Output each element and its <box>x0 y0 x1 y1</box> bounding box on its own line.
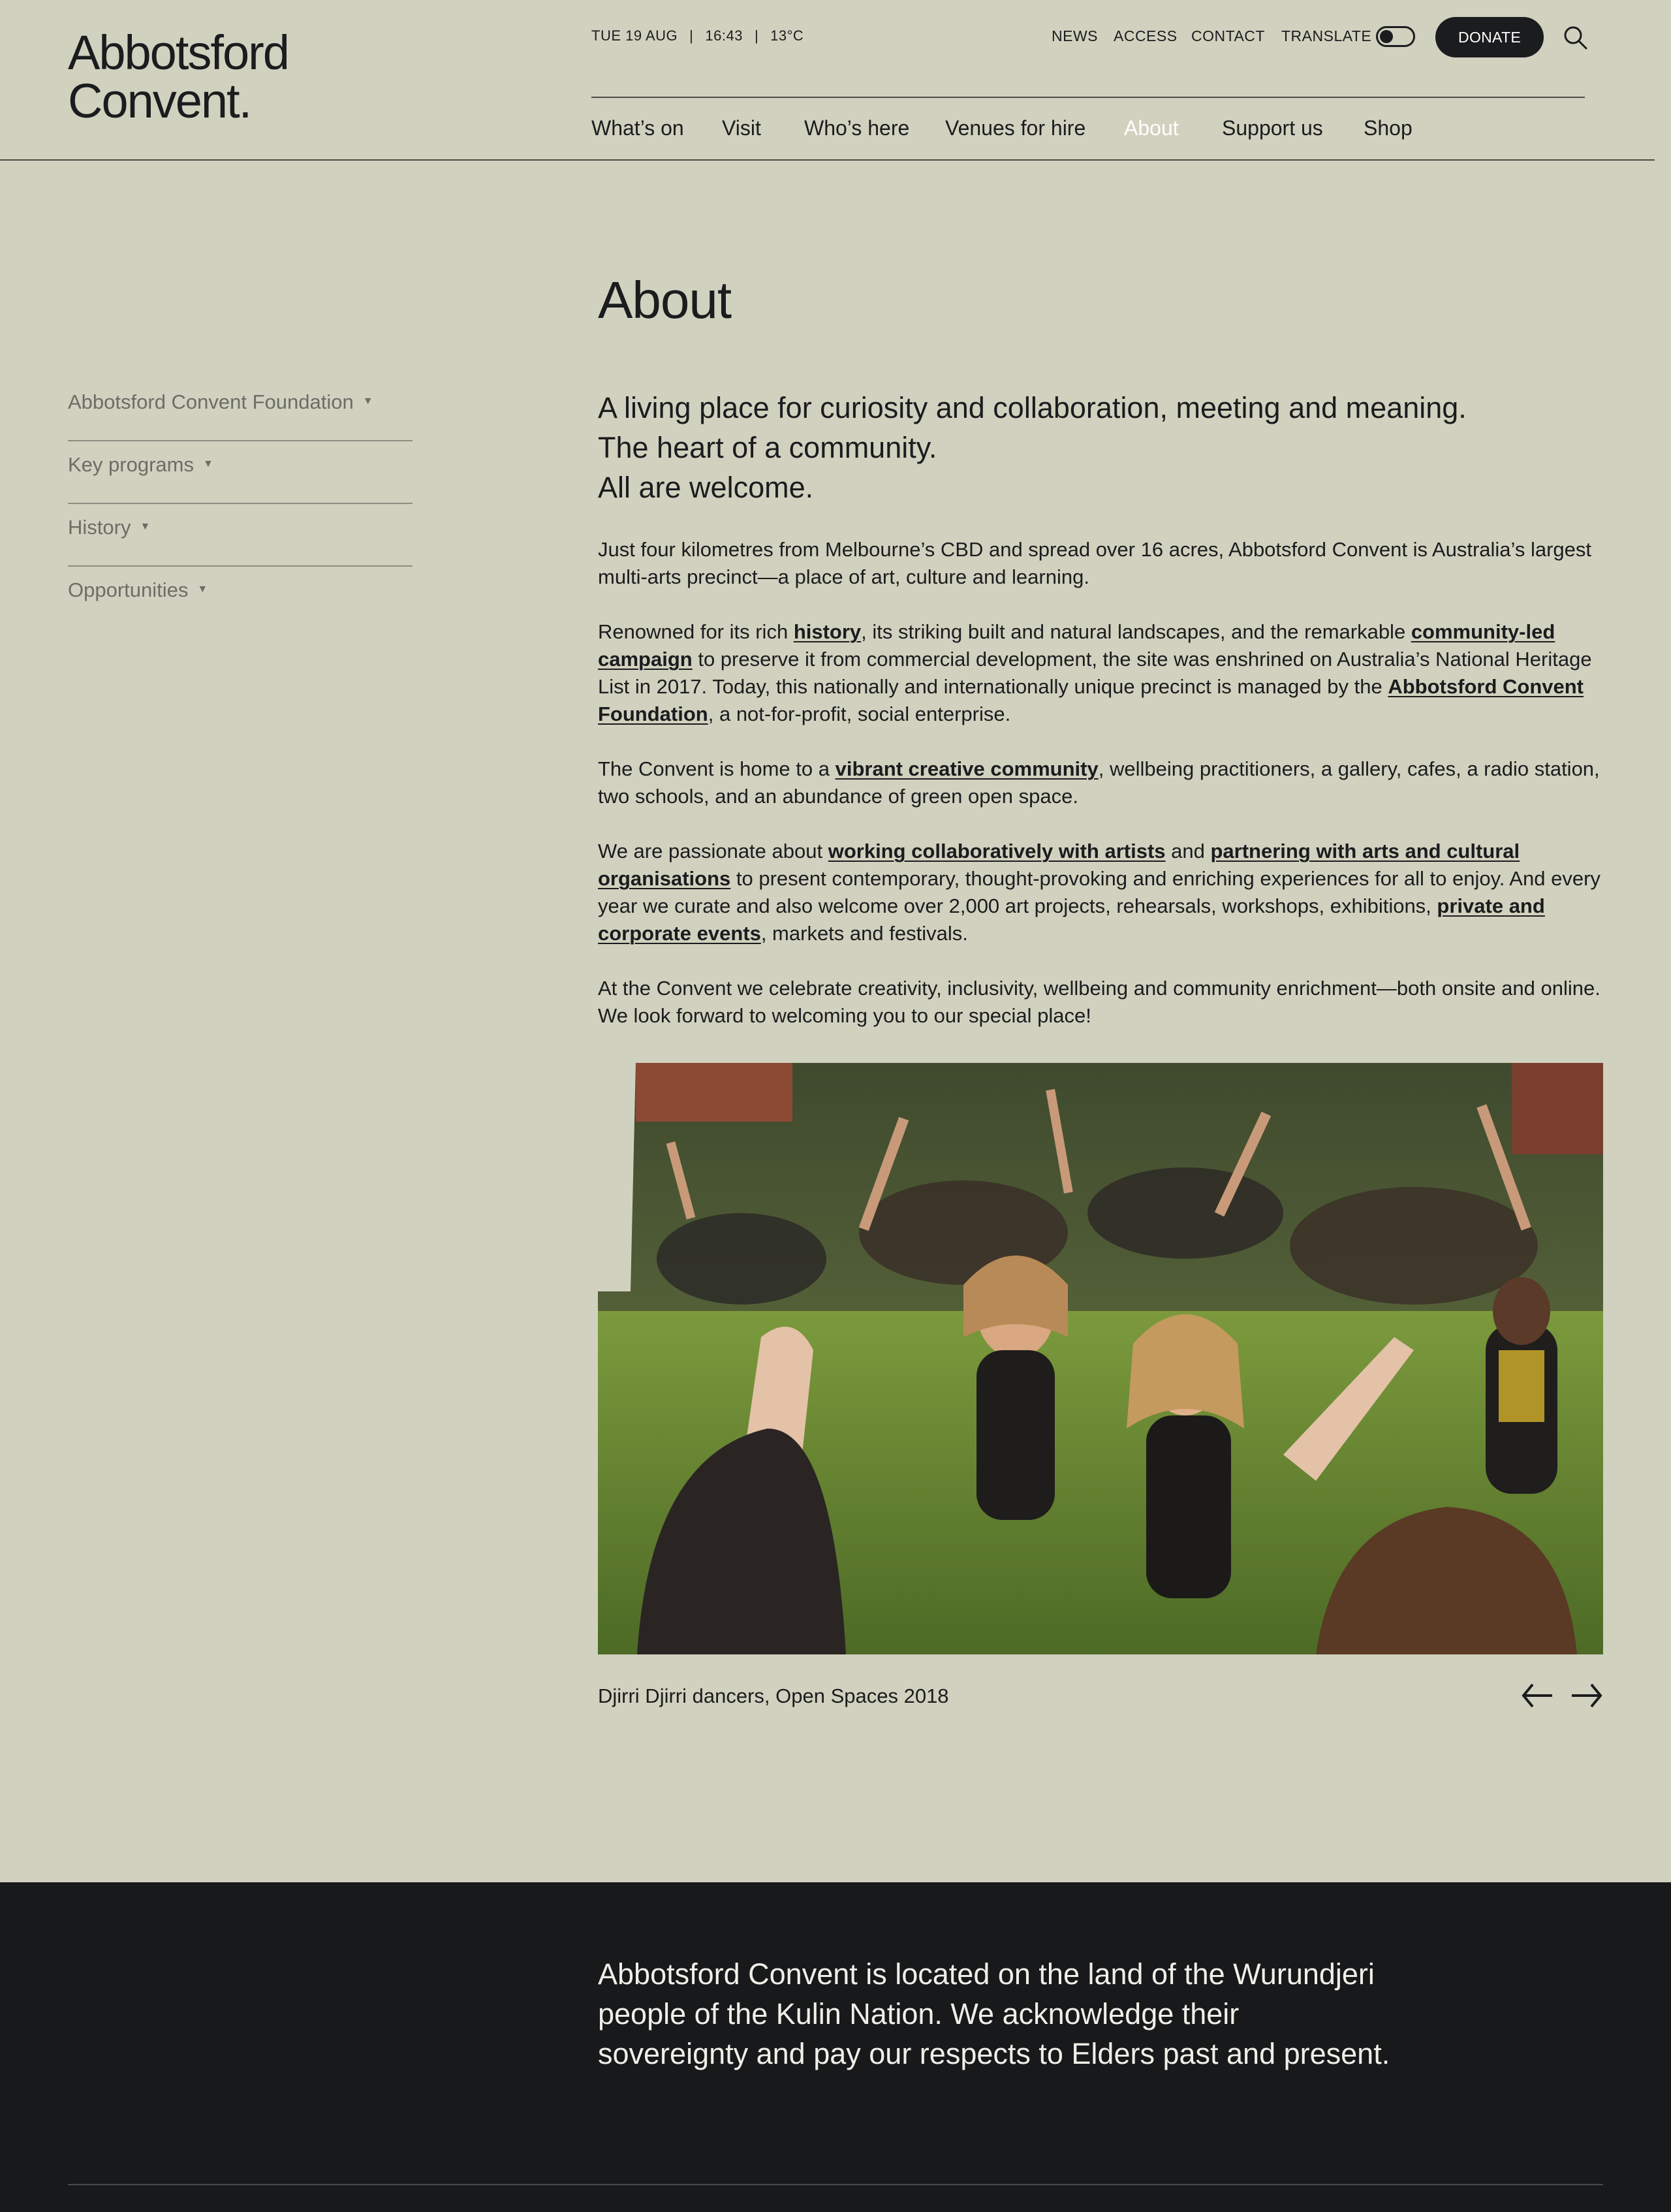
nav-about[interactable]: About <box>1124 116 1179 140</box>
nav-shop[interactable]: Shop <box>1364 116 1413 140</box>
text: and <box>1165 840 1211 862</box>
search-icon[interactable] <box>1563 25 1589 51</box>
working-with-artists-link[interactable]: working collaboratively with artists <box>828 840 1166 862</box>
body-paragraph: At the Convent we celebrate creativity, inclusivity, wellbeing and community enrichment—both onsite and online. We look forward to welcoming you to our special place! <box>598 977 1601 1027</box>
chevron-down-icon: ▼ <box>202 458 213 469</box>
body-paragraph: Just four kilometres from Melbourne’s CBD and spread over 16 acres, Abbotsford Convent is Australia’s largest multi-arts precinct—a place of art, culture and learning. <box>598 538 1592 588</box>
lead-statement <box>598 388 1603 507</box>
logo-line-1: Abbotsford <box>68 25 289 80</box>
contact-link[interactable]: CONTACT <box>1191 27 1265 44</box>
sidebar-item-label: Opportunities <box>68 578 189 601</box>
lead-line: All are welcome. <box>598 471 814 504</box>
arrow-left-icon[interactable] <box>1521 1679 1554 1712</box>
sidebar-item-history[interactable] <box>68 504 413 567</box>
sidebar-item-foundation[interactable] <box>68 379 413 441</box>
sidebar-item-label: Abbotsford Convent Foundation <box>68 390 354 413</box>
logo-line-2: Convent. <box>68 74 251 128</box>
photo-caption: Djirri Djirri dancers, Open Spaces 2018 <box>598 1684 949 1707</box>
donate-button[interactable]: DONATE <box>1435 17 1544 57</box>
text: , markets and festivals. <box>760 922 968 945</box>
text: to present contemporary, thought-provoking and enriching experiences for all to enjoy. And every year we curate and also welcome over 2,000 art projects, rehearsals, workshops, exhibitions, <box>598 867 1601 917</box>
body-paragraph <box>598 618 1603 728</box>
partnering-link[interactable]: partnering with arts and cultural organisations <box>598 840 1520 890</box>
lead-line: A living place for curiosity and collaboration, meeting and meaning. <box>598 391 1467 424</box>
current-temperature: 13°C <box>770 27 804 44</box>
text: The Convent is home to a <box>598 757 836 780</box>
private-events-link[interactable]: private and corporate events <box>598 894 1545 945</box>
sidebar-item-opportunities[interactable] <box>68 567 413 629</box>
nav-venues-for-hire[interactable]: Venues for hire <box>945 116 1086 140</box>
text: to preserve it from commercial development, the site was enshrined on Australia’s National Heritage List in 2017. Today, this nationally and internationally unique precinct is managed by the <box>598 648 1592 698</box>
translate-toggle[interactable] <box>1376 26 1415 47</box>
site-header <box>0 0 1655 161</box>
text: , its striking built and natural landscapes, and the remarkable <box>861 620 1411 643</box>
nav-divider <box>591 97 1585 98</box>
footer-divider <box>68 2184 1603 2185</box>
history-link[interactable]: history <box>793 620 862 643</box>
current-date: TUE 19 AUG <box>591 27 678 44</box>
arrow-right-icon[interactable] <box>1570 1679 1603 1712</box>
chevron-down-icon: ▼ <box>362 395 373 407</box>
text: , a not-for-profit, social enterprise. <box>708 703 1011 725</box>
page-title: About <box>598 271 732 329</box>
nav-whats-on[interactable]: What’s on <box>591 116 684 140</box>
news-link[interactable]: NEWS <box>1052 27 1098 44</box>
chevron-down-icon: ▼ <box>197 583 208 595</box>
lead-line: The heart of a community. <box>598 431 937 464</box>
separator: | <box>754 27 759 44</box>
main-content <box>598 268 1603 1050</box>
site-footer <box>0 1882 1671 2212</box>
sidebar-item-label: History <box>68 516 131 539</box>
gallery-controls <box>1521 1679 1603 1712</box>
translate-label: TRANSLATE <box>1281 27 1372 44</box>
text: Renowned for its rich <box>598 620 794 643</box>
section-sidebar <box>68 379 413 629</box>
chevron-down-icon: ▼ <box>140 520 151 532</box>
acknowledgement-of-country: Abbotsford Convent is located on the land of the Wurundjeri people of the Kulin Nation. We acknowledge their sovereignty and pay our respects to Elders past and present. <box>598 1957 1390 2070</box>
text: , wellbeing practitioners, a gallery, cafes, a radio station, two schools, and an abundance of green open space. <box>598 757 1600 808</box>
community-led-campaign-link[interactable]: community-led campaign <box>598 620 1555 671</box>
foundation-link[interactable]: Abbotsford Convent Foundation <box>598 675 1584 725</box>
toggle-knob <box>1380 30 1393 43</box>
gallery-photo <box>598 1063 1603 1654</box>
nav-support-us[interactable]: Support us <box>1222 116 1323 140</box>
nav-visit[interactable]: Visit <box>722 116 761 140</box>
current-time: 16:43 <box>705 27 743 44</box>
site-logo[interactable] <box>68 25 289 128</box>
sidebar-item-key-programs[interactable] <box>68 441 413 504</box>
date-time-weather <box>591 27 804 44</box>
nav-whos-here[interactable]: Who’s here <box>804 116 910 140</box>
sidebar-item-label: Key programs <box>68 453 194 476</box>
separator: | <box>689 27 694 44</box>
access-link[interactable]: ACCESS <box>1114 27 1178 44</box>
creative-community-link[interactable]: vibrant creative community <box>835 757 1099 780</box>
body-paragraph <box>598 755 1603 810</box>
text: We are passionate about <box>598 840 828 862</box>
body-paragraph <box>598 838 1603 947</box>
